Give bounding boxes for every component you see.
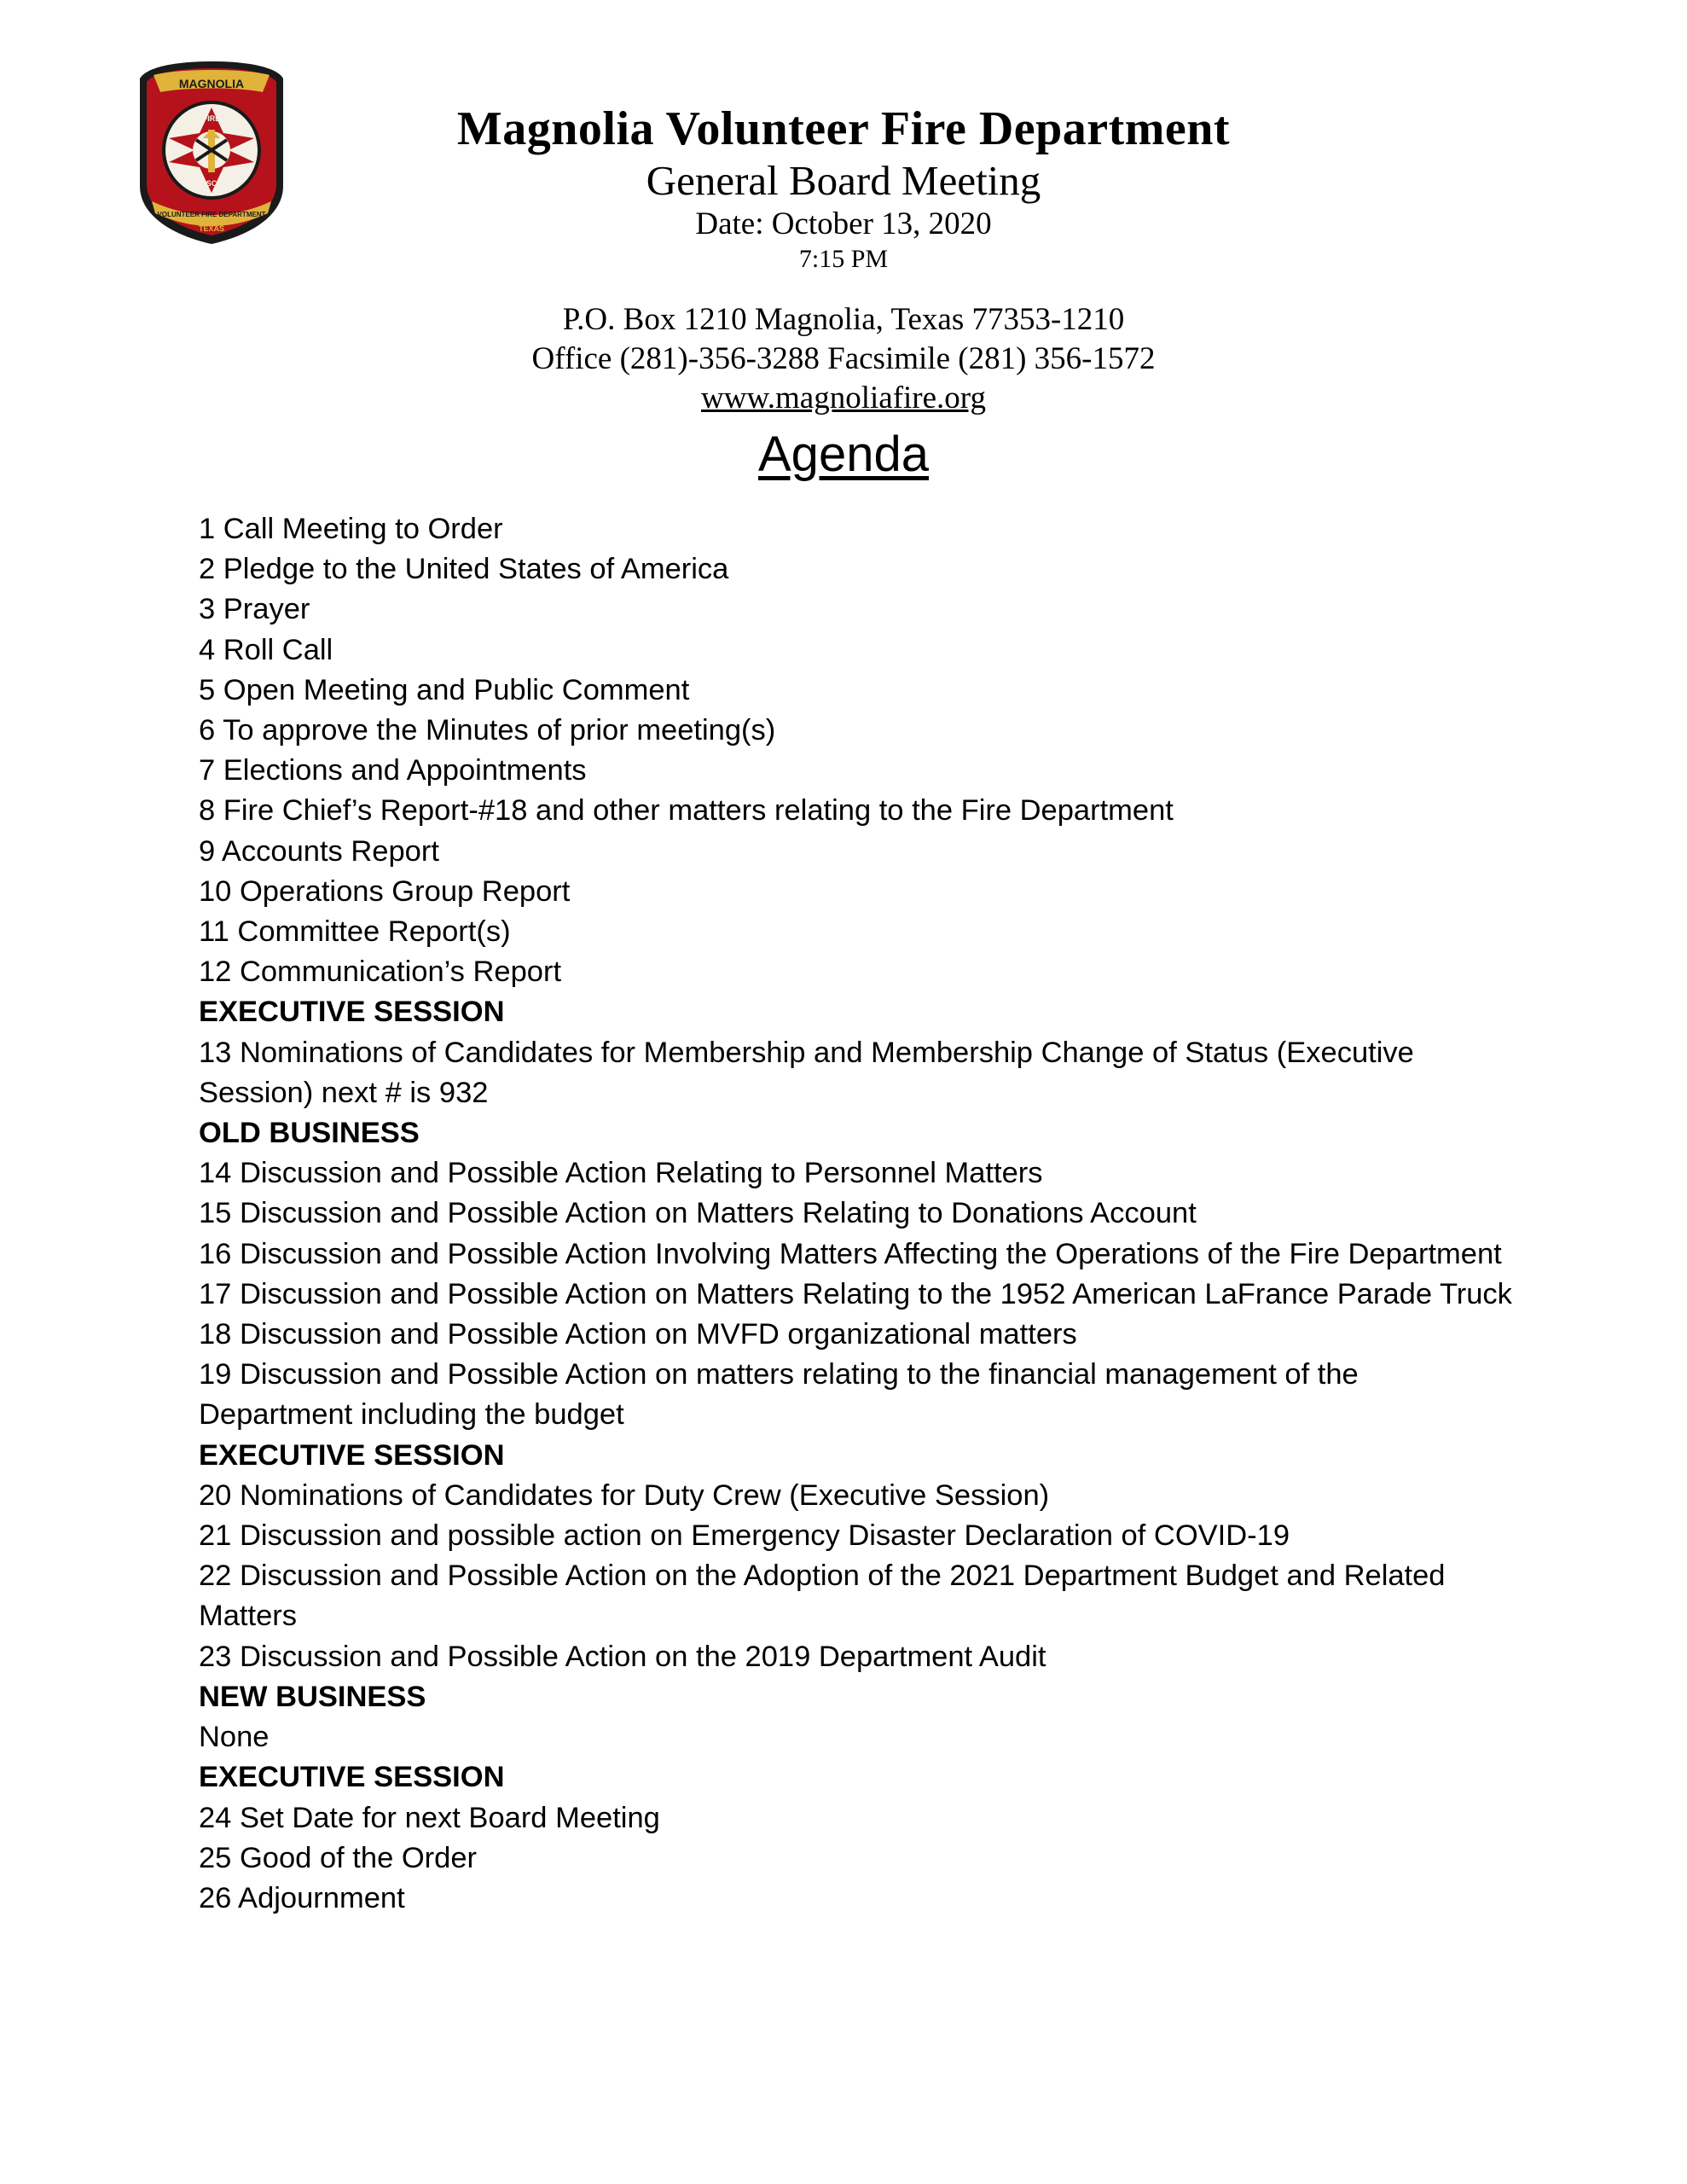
agenda-section-heading: EXECUTIVE SESSION <box>199 996 505 1029</box>
agenda-item: 19 Discussion and Possible Action on matters relating to the financial management of the Department including the budget <box>199 1358 1359 1432</box>
agenda-item: 5 Open Meeting and Public Comment <box>199 673 690 706</box>
svg-text:VOLUNTEER FIRE DEPARTMENT: VOLUNTEER FIRE DEPARTMENT <box>157 211 266 218</box>
agenda-section-heading: EXECUTIVE SESSION <box>199 1438 505 1472</box>
agenda-section-heading: EXECUTIVE SESSION <box>199 1761 505 1794</box>
agenda-item: 21 Discussion and possible action on Emergency Disaster Declaration of COVID-19 <box>199 1519 1290 1553</box>
agenda-section-heading: NEW BUSINESS <box>199 1680 426 1713</box>
agenda-item: 16 Discussion and Possible Action Involving Matters Affecting the Operations of the Fire Department <box>199 1237 1502 1270</box>
svg-text:MAGNOLIA: MAGNOLIA <box>178 77 245 90</box>
agenda-item: 22 Discussion and Possible Action on the Adoption of the 2021 Department Budget and Related Matters <box>199 1560 1446 1633</box>
letterhead <box>0 101 1687 418</box>
agenda-item: 2 Pledge to the United States of America <box>199 553 729 586</box>
agenda-item: 10 Operations Group Report <box>199 874 571 908</box>
agenda-item: 17 Discussion and Possible Action on Matters Relating to the 1952 American LaFrance Parade Truck <box>199 1277 1512 1310</box>
agenda-item: 8 Fire Chief’s Report-#18 and other matters relating to the Fire Department <box>199 794 1174 828</box>
agenda-item: 25 Good of the Order <box>199 1841 478 1874</box>
agenda-item: 1 Call Meeting to Order <box>199 513 503 545</box>
website-link[interactable]: www.magnoliafire.org <box>701 380 986 415</box>
agenda-item: 9 Accounts Report <box>199 834 439 868</box>
meeting-time: 7:15 PM <box>798 245 889 273</box>
agenda-item: 13 Nominations of Candidates for Membership and Membership Change of Status (Executive Session) next # is 932 <box>199 1036 1414 1109</box>
organization-name: Magnolia Volunteer Fire Department <box>456 102 1231 155</box>
agenda-item: 23 Discussion and Possible Action on the 2019 Department Audit <box>199 1640 1046 1673</box>
svg-text:TEXAS: TEXAS <box>198 224 225 233</box>
agenda-list <box>199 509 1512 1919</box>
svg-text:RESCUE: RESCUE <box>195 179 228 188</box>
agenda-title: Agenda <box>758 427 929 482</box>
agenda-item: 11 Committee Report(s) <box>199 915 511 949</box>
agenda-item: None <box>199 1721 270 1754</box>
agenda-item: 14 Discussion and Possible Action Relating to Personnel Matters <box>199 1157 1043 1190</box>
agenda-item: 15 Discussion and Possible Action on Matters Relating to Donations Account <box>199 1197 1197 1230</box>
agenda-item: 24 Set Date for next Board Meeting <box>199 1801 660 1834</box>
agenda-item: 18 Discussion and Possible Action on MVFD organizational matters <box>199 1318 1077 1351</box>
mailing-address: P.O. Box 1210 Magnolia, Texas 77353-1210 <box>562 302 1125 337</box>
agenda-item: 12 Communication’s Report <box>199 956 562 989</box>
svg-text:FIRE: FIRE <box>202 114 221 123</box>
agenda-item: 3 Prayer <box>199 593 310 626</box>
agenda-item: 7 Elections and Appointments <box>199 754 587 787</box>
meeting-date: Date: October 13, 2020 <box>695 206 992 241</box>
agenda-item: 4 Roll Call <box>199 633 333 666</box>
agenda-item: 6 To approve the Minutes of prior meeting(s) <box>199 714 776 747</box>
agenda-item: 20 Nominations of Candidates for Duty Crew (Executive Session) <box>199 1478 1050 1512</box>
phone-fax: Office (281)-356-3288 Facsimile (281) 356-1572 <box>531 341 1156 376</box>
meeting-type: General Board Meeting <box>646 157 1041 204</box>
agenda-section-heading: OLD BUSINESS <box>199 1117 420 1150</box>
agenda-item: 26 Adjournment <box>199 1881 405 1914</box>
